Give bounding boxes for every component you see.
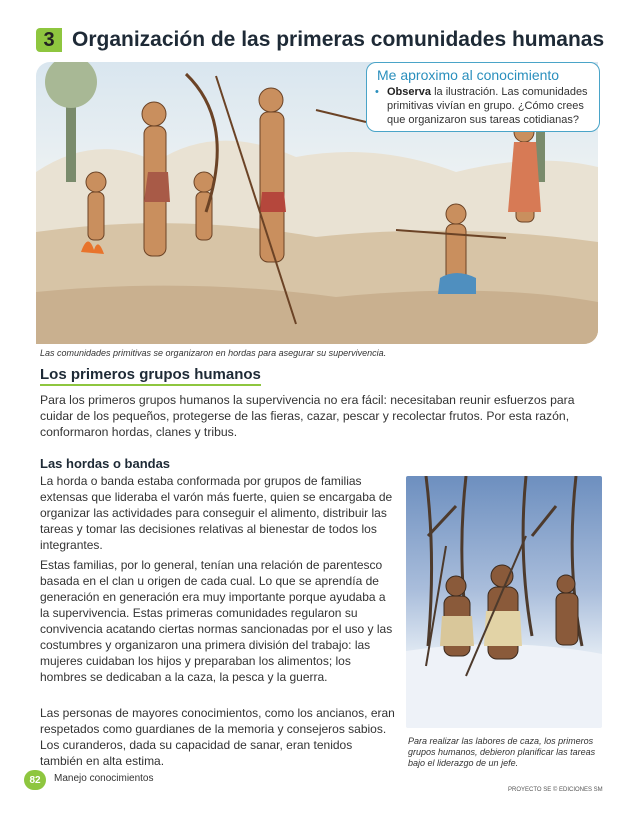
subsection-heading: Las hordas o bandas: [40, 456, 171, 471]
footer-section: Manejo conocimientos: [54, 773, 154, 784]
section-heading: Los primeros grupos humanos: [40, 366, 261, 386]
section-number-badge: 3: [36, 28, 62, 52]
bullet-icon: •: [375, 86, 379, 98]
paragraph-horda: La horda o banda estaba conformada por grupos de familias extensas que lideraba el varón más fuerte, quien se encargaba de organizar las actividades para conseguir el alimento, distribuir las tareas y tomar las decisiones relativas al bienestar de todos los integrantes.: [40, 474, 393, 552]
paragraph-familias: Estas familias, por lo general, tenían una relación de parentesco basada en el clan u origen de cada cual. Lo que se aprendía de generación en generación era muy importante porque ayudaba a la supervivencia. Estas primeras comunidades regularon su convivencia acatando ciertas normas sancionadas por el uso y las costumbres y organizaron una primera división del trabajo: las mujeres cuidaban los hijos y preparaban los alimentos; los hombres se dedicaban a la caza, la pesca y la guerra.: [40, 558, 393, 684]
box-text: [375, 85, 591, 127]
footer-publisher: PROYECTO SE © EDICIONES SM: [508, 787, 603, 793]
page-title: Organización de las primeras comunidades humanas: [72, 28, 605, 51]
page-number: 82: [24, 770, 46, 790]
box-body: la ilustración. Las comunidades primitivas vivían en grupo. ¿Cómo crees que organizaron sus tareas cotidianas?: [387, 86, 588, 126]
section-intro-paragraph: Para los primeros grupos humanos la supervivencia no era fácil: necesitaban reunir esfuerzos para cuidar de los pequeños, protegerse de las fieras, cazar, pescar y recolectar frutos. Por esta razón, conformaron hordas, clanes y tribus.: [40, 393, 575, 439]
paragraph-ancianos: Las personas de mayores conocimientos, como los ancianos, eran respetados como guardianes de la memoria y consejeros sabios. Los curanderos, dada su capacidad de sanar, eran tenidos también en alta estima.: [40, 706, 395, 768]
illustration-caption: Las comunidades primitivas se organizaron en hordas para asegurar su supervivencia.: [40, 348, 387, 358]
box-title: Me aproximo al conocimiento: [377, 67, 560, 83]
hunting-caption: Para realizar las labores de caza, los primeros grupos humanos, debieron planificar las tareas bajo el liderazgo de un jefe.: [408, 736, 596, 768]
hunting-illustration: [406, 476, 602, 728]
page-title-row: [36, 26, 606, 54]
prior-knowledge-box: [366, 62, 600, 132]
box-bold-verb: Observa: [387, 86, 432, 98]
